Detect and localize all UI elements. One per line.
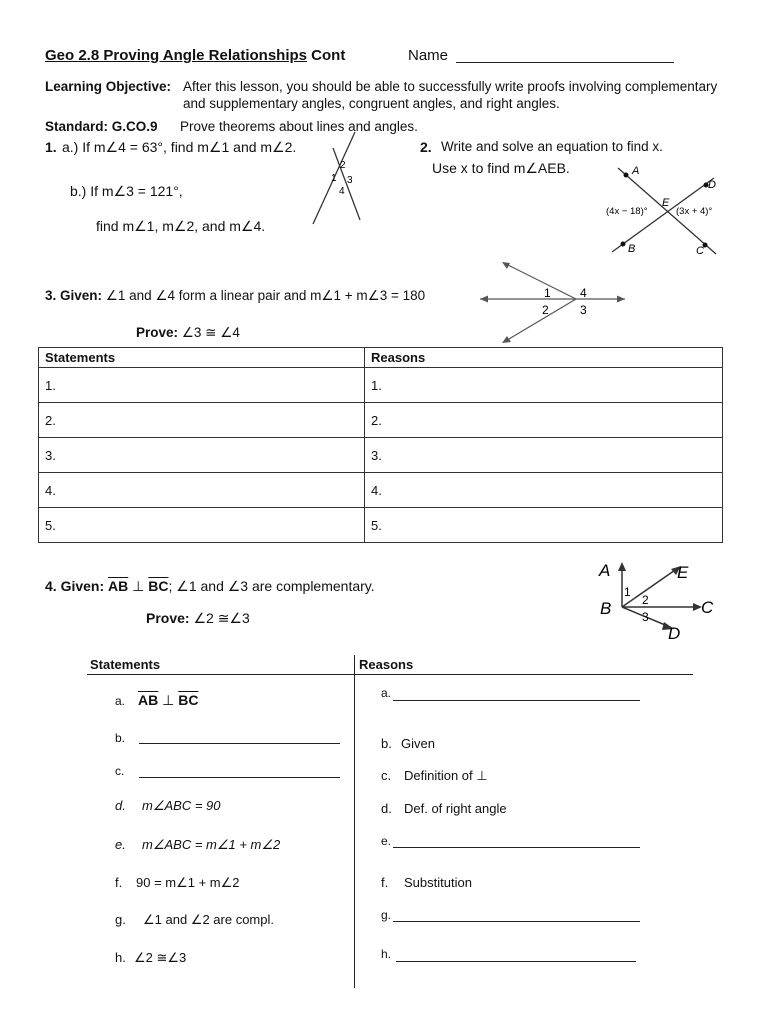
q3-statement-cell[interactable]: 2. [39,403,365,438]
q4-given-rest: ; ∠1 and ∠3 are complementary. [168,578,375,594]
table-row [39,438,723,473]
q4-divider [354,655,355,988]
q2-label-e: E [662,197,670,209]
objective-line1: After this lesson, you should be able to successfully write proofs involving complementary [183,79,718,94]
q4-stmt-h: ∠2 ≅∠3 [134,950,187,965]
q1-label-4: 4 [339,186,345,197]
q1-number: 1. [45,139,57,155]
q4-reason-letter: c. [381,768,392,783]
q3-reason-cell[interactable]: 4. [365,473,723,508]
q2-right-expr: (3x + 4)° [676,206,713,217]
q4-reason-f: Substitution [404,875,472,890]
q4-reason-a-blank[interactable] [393,700,640,701]
q4-reason-d: Def. of right angle [404,801,507,816]
q2-line2: Use x to find m∠AEB. [432,160,570,176]
q4-stmt-a-seg-bc: $\overline{BC}$ [178,692,199,708]
q4-reason-h-blank[interactable] [396,961,636,962]
standard-label: Standard: G.CO.9 [45,119,158,134]
q3-label-3: 3 [580,303,587,317]
q4-label-3: 3 [642,610,649,624]
q3-reason-cell[interactable]: 3. [365,438,723,473]
q3-table-header [39,348,723,368]
q4-reason-letter: d. [381,801,392,816]
table-row [39,473,723,508]
q4-label-a: A [599,561,611,580]
objective-label: Learning Objective: [45,79,172,94]
q4-statements-header: Statements [90,657,161,672]
q2-figure [602,165,722,258]
q3-proof-table [38,347,723,543]
q4-reason-letter: f. [381,875,389,890]
q3-reason-cell[interactable]: 5. [365,508,723,543]
q4-reason-letter: b. [381,736,392,751]
q4-stmt-a [138,692,198,709]
q3-upper-ray [504,263,576,299]
q3-label-2: 2 [542,303,549,317]
q1-label-1: 1 [331,173,337,184]
q2-label-a: A [632,165,640,177]
q4-reason-e-blank[interactable] [393,847,640,848]
q4-stmt-letter: g. [115,912,126,927]
q4-given-seg-bc: $\overline{BC}$ [148,578,169,594]
name-label: Name [408,47,449,64]
q1-part-b-find: find m∠1, m∠2, and m∠4. [96,218,266,234]
q1-part-b: b.) If m∠3 = 121°, [70,183,183,199]
q2-point-b [621,242,626,247]
q4-reason-letter: e. [381,834,392,848]
name-line[interactable] [456,62,674,63]
q4-reason-letter: a. [381,686,392,700]
q3-prove [136,325,240,341]
q4-label-b: B [600,599,612,618]
q4-stmt-letter: f. [115,875,123,890]
q4-prove-text: ∠2 ≅∠3 [193,610,250,626]
objective-line2: and supplementary angles, congruent angles, and right angles. [183,96,560,111]
q4-stmt-letter: h. [115,950,126,965]
q3-given-text: ∠1 and ∠4 form a linear pair and m∠1 + m∠3 = 180 [105,288,426,303]
q4-stmt-letter: b. [115,731,126,745]
q3-statement-cell[interactable]: 3. [39,438,365,473]
q4-stmt-c-blank[interactable] [139,777,340,778]
q3-given-label: 3. Given: [45,288,103,303]
q4-reason-g-blank[interactable] [393,921,640,922]
q4-stmt-letter: d. [115,798,126,813]
q4-stmt-letter: a. [115,694,126,708]
page-title [45,47,345,64]
q2-point-a [624,173,629,178]
q3-statement-cell[interactable]: 5. [39,508,365,543]
q4-stmt-letter: c. [115,764,125,778]
q4-figure [598,560,728,650]
q4-reason-letter: h. [381,947,392,961]
q3-reason-cell[interactable]: 2. [365,403,723,438]
q4-stmt-a-seg-ab: $\overline{AB}$ [138,692,159,708]
q4-label-d: D [668,624,681,643]
q3-prove-label: Prove: [136,325,179,340]
q4-given-seg-ab: $\overline{AB}$ [108,578,129,594]
q4-given [45,578,375,595]
q2-number: 2. [420,139,432,155]
q4-stmt-f: 90 = m∠1 + m∠2 [136,875,240,890]
q2-label-b: B [628,243,636,255]
q3-reasons-header: Reasons [365,348,723,368]
table-row [39,368,723,403]
q2-label-c: C [696,245,704,257]
q4-stmt-e: m∠ABC = m∠1 + m∠2 [142,837,281,852]
q4-label-2: 2 [642,593,649,607]
q3-reason-cell[interactable]: 1. [365,368,723,403]
q4-reason-b: Given [401,736,435,751]
title-text: Geo 2.8 Proving Angle Relationships [45,47,307,64]
standard-text: Prove theorems about lines and angles. [180,119,418,134]
q4-stmt-d: m∠ABC = 90 [142,798,221,813]
q2-left-expr: (4x − 18)° [606,206,648,217]
title-suffix: Cont [311,47,346,64]
q4-reason-letter: g. [381,908,392,922]
q3-statements-header: Statements [39,348,365,368]
q3-figure [480,258,630,348]
q4-label-c: C [701,598,714,617]
q4-prove [146,610,250,627]
q4-reasons-header: Reasons [359,657,414,672]
q4-stmt-letter: e. [115,837,126,852]
q4-label-1: 1 [624,585,631,599]
q4-reason-c: Definition of ⊥ [404,768,488,783]
q4-stmt-a-perp: ⊥ [162,692,175,708]
q4-stmt-b-blank[interactable] [139,743,340,744]
q1-label-3: 3 [347,175,353,186]
q4-prove-label: Prove: [146,610,190,626]
q3-given [45,288,425,304]
q3-lower-ray [504,299,576,342]
q4-header-rule [87,674,693,675]
q3-prove-text: ∠3 ≅ ∠4 [181,325,240,340]
q2-line1: Write and solve an equation to find x. [441,139,663,154]
q3-label-4: 4 [580,286,587,300]
q4-stmt-g: ∠1 and ∠2 are compl. [143,912,274,927]
table-row [39,403,723,438]
q4-given-label: 4. Given: [45,578,105,594]
table-row [39,508,723,543]
q4-given-perp: ⊥ [132,578,145,594]
q1-label-2: 2 [340,160,346,171]
q4-label-e: E [677,563,689,582]
q1-figure [305,128,365,228]
q3-statement-cell[interactable]: 4. [39,473,365,508]
q1-part-a: a.) If m∠4 = 63°, find m∠1 and m∠2. [62,139,297,155]
q2-label-d: D [708,179,716,191]
q3-statement-cell[interactable]: 1. [39,368,365,403]
q3-label-1: 1 [544,286,551,300]
